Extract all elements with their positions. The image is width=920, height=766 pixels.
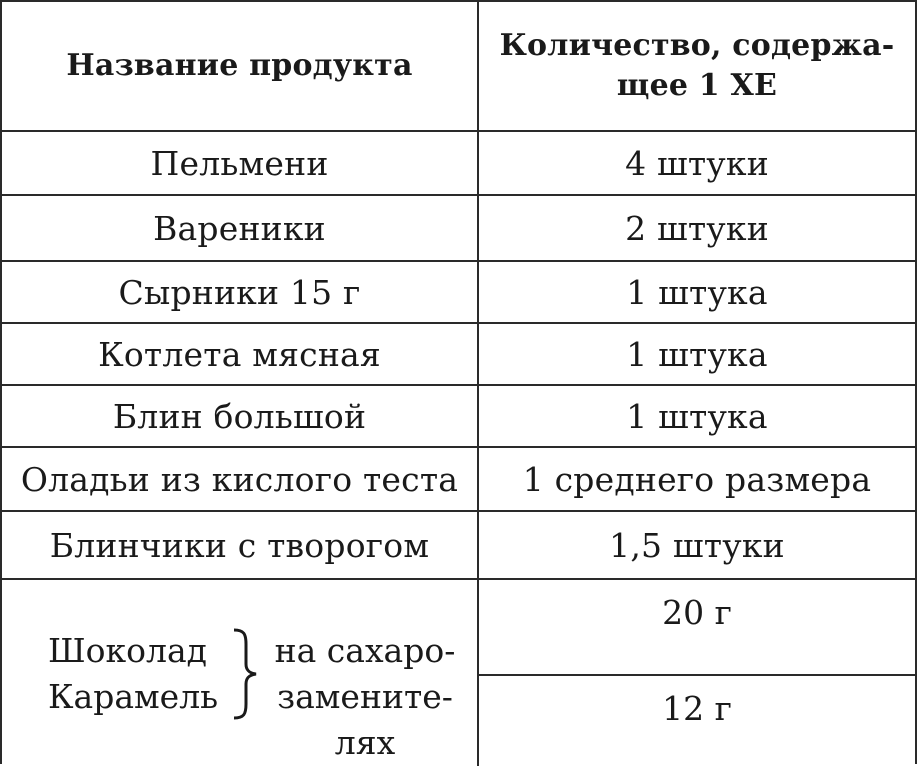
header-product-label: Название продукта xyxy=(66,48,413,83)
amount-cell: 1 штука xyxy=(626,272,768,312)
header-product-name xyxy=(2,2,477,130)
sweets-names xyxy=(48,628,218,720)
note-line: замените- xyxy=(277,677,453,716)
product-cell: Вареники xyxy=(153,208,326,248)
amount-cell: 1 штука xyxy=(626,334,768,374)
amount-cell: 1,5 штуки xyxy=(609,525,785,565)
product-cell: Пельмени xyxy=(150,143,329,183)
product-cell: Блинчики с творогом xyxy=(49,525,430,565)
note-line: на сахаро- xyxy=(274,631,456,670)
table-row xyxy=(2,512,915,580)
sweets-cell xyxy=(2,580,477,766)
table-row xyxy=(2,196,915,262)
right-brace-icon xyxy=(228,626,262,722)
amount-cell: 1 штука xyxy=(626,396,768,436)
product-cell: Котлета мясная xyxy=(98,334,381,374)
column-divider xyxy=(477,2,479,766)
amount-cell: 20 г xyxy=(662,592,732,632)
product-cell: Блин большой xyxy=(112,396,367,436)
header-amount-line1: Количество, содержа- xyxy=(499,28,895,63)
table-row xyxy=(2,132,915,196)
product-cell: Сырники 15 г xyxy=(118,272,361,312)
amount-cell: 2 штуки xyxy=(625,208,769,248)
amount-cell: 4 штуки xyxy=(625,143,769,183)
note-line: лях xyxy=(334,723,396,762)
table-row xyxy=(2,386,915,448)
table-row xyxy=(2,324,915,386)
table-row xyxy=(2,448,915,512)
product-cell: Оладьи из кислого теста xyxy=(20,459,459,499)
table-header xyxy=(2,2,915,132)
table-row xyxy=(2,262,915,324)
sweet-name-caramel: Карамель xyxy=(48,677,219,716)
sweet-name-chocolate: Шоколад xyxy=(48,631,207,670)
header-amount-line2: щее 1 ХЕ xyxy=(616,68,778,103)
amount-cell: 1 среднего размера xyxy=(522,459,872,499)
sweetener-note xyxy=(270,628,460,766)
header-amount xyxy=(479,2,915,130)
amount-cell: 12 г xyxy=(662,688,732,728)
